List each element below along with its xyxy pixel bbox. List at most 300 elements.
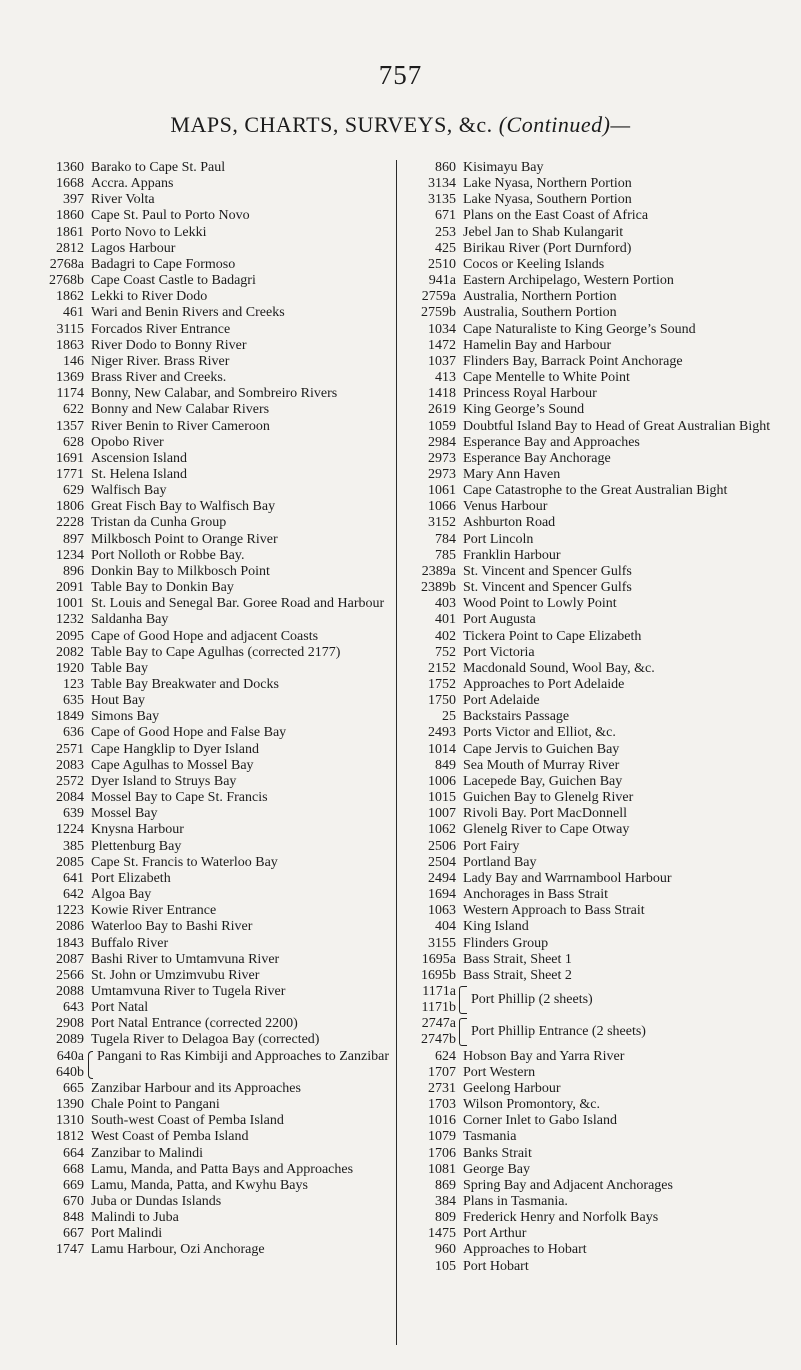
chart-number: 960 — [435, 1242, 456, 1258]
chart-number: 1771 — [56, 466, 84, 482]
chart-number: 622 — [63, 402, 84, 418]
chart-title: Mossel Bay to Cape St. Francis — [91, 790, 268, 806]
catalogue-entry — [408, 160, 774, 176]
chart-number: 670 — [63, 1194, 84, 1209]
chart-title: St. Louis and Senegal Bar. Goree Road and Harbour — [91, 596, 385, 612]
chart-number: 1014 — [428, 741, 456, 757]
catalogue-entry — [408, 839, 774, 855]
chart-number: 1360 — [56, 160, 84, 175]
chart-title: Ascension Island — [91, 450, 188, 466]
catalogue-entry — [408, 968, 774, 984]
right-column — [408, 160, 774, 1275]
chart-title: Port Malindi — [91, 1226, 163, 1242]
chart-number: 2768a — [49, 256, 84, 272]
chart-number: 643 — [63, 1000, 84, 1016]
chart-number: 636 — [63, 725, 84, 741]
chart-title: Kisimayu Bay — [463, 160, 544, 175]
chart-number: 1001 — [56, 596, 84, 612]
catalogue-entry — [408, 903, 774, 919]
chart-title: St. John or Umzimvubu River — [91, 967, 260, 983]
chart-number: 1232 — [56, 612, 84, 628]
catalogue-entry — [32, 596, 390, 612]
catalogue-entry — [32, 515, 390, 531]
chart-number: 896 — [63, 563, 84, 579]
chart-number: 1668 — [56, 176, 84, 192]
catalogue-entry — [408, 208, 774, 224]
chart-number: 639 — [63, 806, 84, 822]
chart-number: 1843 — [56, 935, 84, 951]
catalogue-entry — [32, 354, 390, 370]
chart-number: 1703 — [428, 1097, 456, 1113]
chart-number: 3115 — [56, 321, 84, 337]
catalogue-entry — [408, 451, 774, 467]
catalogue-entry — [32, 1016, 390, 1032]
catalogue-entry — [408, 532, 774, 548]
catalogue-entry — [32, 693, 390, 709]
catalogue-entry — [408, 677, 774, 693]
chart-title: Lady Bay and Warrnambool Harbour — [463, 870, 672, 886]
chart-title: Wari and Benin Rivers and Creeks — [91, 305, 285, 321]
chart-title: Port Victoria — [463, 644, 535, 660]
chart-title: Milkbosch Point to Orange River — [91, 531, 278, 547]
chart-number: 2087 — [56, 951, 84, 967]
chart-title: Approaches to Hobart — [463, 1242, 587, 1258]
catalogue-entry — [32, 774, 390, 790]
chart-number: 2504 — [428, 854, 456, 870]
chart-number: 3152 — [428, 515, 456, 531]
catalogue-entry — [408, 515, 774, 531]
catalogue-entry — [408, 1097, 774, 1113]
chart-number: 2091 — [56, 580, 84, 596]
catalogue-entry — [32, 839, 390, 855]
chart-number: 1006 — [428, 773, 456, 789]
chart-title: Table Bay to Donkin Bay — [91, 580, 234, 596]
catalogue-entry — [408, 499, 774, 515]
chart-number: 629 — [63, 483, 84, 499]
catalogue-entry — [32, 241, 390, 257]
catalogue-entry — [408, 225, 774, 241]
chart-title: Port Arthur — [463, 1226, 527, 1242]
chart-number: 1079 — [428, 1129, 456, 1145]
chart-title: Port Phillip Entrance (2 sheets) — [471, 1024, 646, 1040]
chart-number: 1174 — [56, 386, 84, 402]
chart-title: Flinders Group — [463, 935, 549, 951]
catalogue-entry — [408, 289, 774, 305]
chart-number: 1695a — [421, 951, 456, 967]
chart-title: Anchorages in Bass Strait — [463, 887, 609, 903]
catalogue-entry — [408, 402, 774, 418]
chart-title: Mossel Bay — [91, 806, 158, 822]
catalogue-entry — [32, 968, 390, 984]
catalogue-entry — [32, 548, 390, 564]
heading-main: MAPS, CHARTS, SURVEYS, &c. — [170, 112, 493, 137]
chart-title: Cape St. Francis to Waterloo Bay — [91, 854, 278, 870]
chart-title: Port Elizabeth — [91, 870, 171, 886]
catalogue-entry — [408, 1242, 774, 1258]
chart-number: 941a — [428, 273, 456, 289]
chart-number: 1695b — [421, 967, 456, 983]
chart-number: 2984 — [428, 434, 456, 450]
catalogue-entry — [32, 1226, 390, 1242]
grouped-entry — [408, 1016, 774, 1048]
catalogue-entry — [32, 806, 390, 822]
chart-number: 640b — [56, 1064, 84, 1080]
chart-number: 1747 — [56, 1242, 84, 1258]
chart-title: Ashburton Road — [463, 515, 556, 531]
chart-title: Approaches to Port Adelaide — [463, 677, 625, 692]
chart-title: Geelong Harbour — [463, 1080, 561, 1096]
chart-number: 2082 — [56, 644, 84, 660]
catalogue-entry — [32, 645, 390, 661]
chart-title: Cape of Good Hope and False Bay — [91, 725, 287, 741]
catalogue-entry — [32, 1113, 390, 1129]
brace-mark — [459, 1018, 467, 1046]
catalogue-entry — [32, 758, 390, 774]
catalogue-entry — [32, 499, 390, 515]
chart-number: 2571 — [56, 741, 84, 757]
catalogue-entry — [408, 1178, 774, 1194]
catalogue-entry — [32, 1129, 390, 1145]
chart-number: 1369 — [56, 370, 84, 386]
chart-number: 1234 — [56, 547, 84, 563]
chart-title: Plettenburg Bay — [91, 838, 182, 854]
chart-number: 897 — [63, 531, 84, 547]
catalogue-entry — [32, 467, 390, 483]
chart-title: Lekki to River Dodo — [91, 289, 208, 305]
chart-number: 402 — [435, 628, 456, 644]
grouped-entry — [408, 984, 774, 1016]
catalogue-entry — [408, 419, 774, 435]
chart-number: 2506 — [428, 838, 456, 854]
chart-title: Corner Inlet to Gabo Island — [463, 1113, 617, 1129]
heading-continued: (Continued)— — [498, 112, 631, 137]
chart-number: 1015 — [428, 790, 456, 806]
section-heading — [0, 112, 801, 138]
chart-number: 2973 — [428, 466, 456, 482]
catalogue-entry — [32, 402, 390, 418]
catalogue-entry — [32, 435, 390, 451]
catalogue-entry — [32, 1081, 390, 1097]
catalogue-entry — [32, 1194, 390, 1210]
chart-title: Hamelin Bay and Harbour — [463, 337, 612, 353]
chart-number: 2510 — [428, 256, 456, 272]
chart-number: 2572 — [56, 773, 84, 789]
chart-title: West Coast of Pemba Island — [91, 1129, 249, 1145]
chart-number: 624 — [435, 1048, 456, 1064]
chart-number: 1863 — [56, 337, 84, 353]
catalogue-entry — [408, 273, 774, 289]
chart-number: 2083 — [56, 757, 84, 773]
chart-title: Port Phillip (2 sheets) — [471, 992, 593, 1008]
catalogue-entry — [32, 1242, 390, 1258]
chart-number: 2619 — [428, 402, 456, 418]
chart-number: 669 — [63, 1177, 84, 1193]
chart-title: Tickera Point to Cape Elizabeth — [463, 628, 642, 644]
catalogue-entry — [408, 1259, 774, 1275]
catalogue-entry — [408, 1129, 774, 1145]
chart-title: Cape of Good Hope and adjacent Coasts — [91, 628, 319, 644]
catalogue-entry — [32, 629, 390, 645]
catalogue-entry — [408, 1226, 774, 1242]
chart-title: Chale Point to Pangani — [91, 1097, 220, 1113]
catalogue-entry — [408, 467, 774, 483]
catalogue-entry — [408, 952, 774, 968]
chart-number: 1310 — [56, 1113, 84, 1129]
chart-title: Mary Ann Haven — [463, 466, 561, 482]
chart-number: 1066 — [428, 499, 456, 515]
chart-number: 849 — [435, 757, 456, 773]
chart-number: 635 — [63, 693, 84, 709]
chart-number: 1081 — [428, 1161, 456, 1177]
chart-title: Bashi River to Umtamvuna River — [91, 951, 280, 967]
chart-title: Guichen Bay to Glenelg River — [463, 790, 634, 806]
chart-title: Princess Royal Harbour — [463, 386, 597, 402]
chart-title: Cape Agulhas to Mossel Bay — [91, 757, 254, 773]
chart-title: Donkin Bay to Milkbosch Point — [91, 563, 270, 579]
chart-number: 1223 — [56, 903, 84, 919]
catalogue-entry — [32, 1178, 390, 1194]
chart-number: 2389a — [421, 563, 456, 579]
catalogue-entry — [32, 338, 390, 354]
chart-number: 668 — [63, 1161, 84, 1177]
catalogue-entry — [32, 936, 390, 952]
chart-number: 413 — [435, 370, 456, 386]
catalogue-entry — [32, 419, 390, 435]
chart-title: Flinders Bay, Barrack Point Anchorage — [463, 353, 683, 369]
catalogue-entry — [32, 1162, 390, 1178]
chart-title: Zanzibar Harbour and its Approaches — [91, 1080, 301, 1096]
chart-title: Australia, Northern Portion — [463, 289, 617, 305]
chart-title: Barako to Cape St. Paul — [91, 160, 226, 175]
chart-number: 809 — [435, 1210, 456, 1226]
chart-number: 1061 — [428, 483, 456, 499]
chart-title: Hout Bay — [91, 693, 146, 709]
catalogue-entry — [32, 208, 390, 224]
chart-number: 1472 — [428, 337, 456, 353]
chart-title: Pangani to Ras Kimbiji and Approaches to Zanzibar — [97, 1048, 389, 1064]
chart-title: Tasmania — [463, 1129, 517, 1145]
chart-title: Cape Naturaliste to King George’s Sound — [463, 321, 696, 337]
catalogue-entry — [408, 742, 774, 758]
chart-title: Backstairs Passage — [463, 709, 570, 725]
catalogue-entry — [408, 822, 774, 838]
chart-number: 1418 — [428, 386, 456, 402]
chart-title: Accra. Appans — [91, 176, 174, 192]
chart-title: River Volta — [91, 192, 155, 208]
catalogue-entry — [408, 338, 774, 354]
chart-title: Venus Harbour — [463, 499, 548, 515]
catalogue-entry — [32, 725, 390, 741]
chart-title: Sea Mouth of Murray River — [463, 757, 620, 773]
chart-number: 1812 — [56, 1129, 84, 1145]
catalogue-entry — [408, 1081, 774, 1097]
chart-number: 397 — [63, 192, 84, 208]
chart-title: Cape Catastrophe to the Great Australian Bight — [463, 483, 728, 499]
catalogue-entry — [32, 176, 390, 192]
chart-title: Lagos Harbour — [91, 240, 176, 256]
catalogue-entry — [408, 548, 774, 564]
chart-number-group — [32, 1049, 88, 1081]
chart-number: 2085 — [56, 854, 84, 870]
chart-title: Brass River and Creeks. — [91, 370, 227, 386]
chart-number: 2086 — [56, 919, 84, 935]
catalogue-entry — [32, 386, 390, 402]
chart-title: Port Adelaide — [463, 693, 540, 709]
catalogue-entry — [408, 709, 774, 725]
catalogue-entry — [408, 758, 774, 774]
catalogue-entry — [408, 1049, 774, 1065]
catalogue-entry — [32, 709, 390, 725]
chart-title: Bass Strait, Sheet 2 — [463, 967, 572, 983]
chart-number: 2759b — [421, 305, 456, 321]
chart-number: 1016 — [428, 1113, 456, 1129]
chart-number: 2089 — [56, 1032, 84, 1048]
catalogue-entry — [32, 822, 390, 838]
chart-title: Simons Bay — [91, 709, 160, 725]
catalogue-entry — [32, 160, 390, 176]
chart-number: 384 — [435, 1194, 456, 1209]
chart-number: 2768b — [49, 273, 84, 289]
chart-number: 784 — [435, 531, 456, 547]
chart-title: Jebel Jan to Shab Kulangarit — [463, 224, 624, 240]
catalogue-entry — [32, 564, 390, 580]
chart-title: Ports Victor and Elliot, &c. — [463, 725, 616, 741]
catalogue-entry — [408, 580, 774, 596]
chart-title: Great Fisch Bay to Walfisch Bay — [91, 499, 276, 515]
chart-number: 1861 — [56, 224, 84, 240]
chart-number: 2747b — [421, 1032, 456, 1048]
chart-number: 1059 — [428, 418, 456, 434]
catalogue-entry — [32, 580, 390, 596]
chart-title: Port Hobart — [463, 1258, 529, 1274]
chart-title: Lake Nyasa, Northern Portion — [463, 176, 632, 192]
catalogue-entry — [408, 483, 774, 499]
chart-title: Cape Mentelle to White Point — [463, 370, 630, 386]
catalogue-entry — [408, 386, 774, 402]
chart-number: 1694 — [428, 887, 456, 903]
catalogue-entry — [32, 257, 390, 273]
catalogue-entry — [32, 1146, 390, 1162]
chart-number: 1920 — [56, 660, 84, 676]
chart-number: 3155 — [428, 935, 456, 951]
chart-number: 628 — [63, 434, 84, 450]
chart-title: King Island — [463, 919, 529, 935]
chart-number-group — [408, 984, 456, 1016]
chart-number: 785 — [435, 547, 456, 563]
catalogue-entry — [408, 806, 774, 822]
chart-title: Bonny and New Calabar Rivers — [91, 402, 270, 418]
catalogue-entry — [408, 192, 774, 208]
chart-title: Western Approach to Bass Strait — [463, 903, 645, 919]
chart-number: 2759a — [421, 289, 456, 305]
chart-title: Tugela River to Delagoa Bay (corrected) — [91, 1032, 320, 1048]
chart-number: 1390 — [56, 1097, 84, 1113]
chart-number: 1037 — [428, 353, 456, 369]
catalogue-entry — [408, 322, 774, 338]
page-number: 757 — [378, 60, 423, 90]
chart-title: Wilson Promontory, &c. — [463, 1097, 600, 1113]
chart-title: Cape St. Paul to Porto Novo — [91, 208, 250, 224]
chart-number: 671 — [435, 208, 456, 224]
chart-title: Niger River. Brass River — [91, 353, 230, 369]
chart-title: Lamu Harbour, Ozi Anchorage — [91, 1242, 265, 1258]
catalogue-entry — [32, 661, 390, 677]
chart-number: 1707 — [428, 1064, 456, 1080]
catalogue-entry — [408, 887, 774, 903]
catalogue-entry — [32, 370, 390, 386]
chart-title: Birikau River (Port Durnford) — [463, 240, 632, 256]
chart-title: Kowie River Entrance — [91, 903, 217, 919]
chart-number: 2088 — [56, 983, 84, 999]
catalogue-entry — [408, 596, 774, 612]
catalogue-entry — [408, 1210, 774, 1226]
catalogue-entry — [408, 919, 774, 935]
chart-title: Glenelg River to Cape Otway — [463, 822, 630, 838]
chart-title: Walfisch Bay — [91, 483, 167, 499]
catalogue-entry — [408, 257, 774, 273]
chart-title: Zanzibar to Malindi — [91, 1145, 203, 1161]
chart-number: 105 — [435, 1258, 456, 1274]
catalogue-entry — [32, 273, 390, 289]
chart-title: Cape Hangklip to Dyer Island — [91, 741, 259, 757]
chart-title: Port Augusta — [463, 612, 536, 628]
catalogue-entry — [32, 742, 390, 758]
left-column — [32, 160, 390, 1259]
chart-number: 860 — [435, 160, 456, 175]
chart-number: 1007 — [428, 806, 456, 822]
chart-number: 665 — [63, 1080, 84, 1096]
chart-title: Tristan da Cunha Group — [91, 515, 227, 531]
chart-title: Hobson Bay and Yarra River — [463, 1048, 625, 1064]
catalogue-entry — [32, 483, 390, 499]
chart-title: Lamu, Manda, Patta, and Kwyhu Bays — [91, 1177, 308, 1193]
grouped-entry — [32, 1049, 390, 1081]
chart-number: 1063 — [428, 903, 456, 919]
catalogue-entry — [408, 645, 774, 661]
chart-number: 1860 — [56, 208, 84, 224]
chart-number: 2389b — [421, 580, 456, 596]
chart-number: 3135 — [428, 192, 456, 208]
catalogue-entry — [32, 1210, 390, 1226]
chart-title: St. Vincent and Spencer Gulfs — [463, 580, 632, 596]
chart-number: 1691 — [56, 450, 84, 466]
catalogue-entry — [408, 564, 774, 580]
catalogue-entry — [32, 903, 390, 919]
chart-number: 385 — [63, 838, 84, 854]
catalogue-entry — [408, 629, 774, 645]
chart-title: River Dodo to Bonny River — [91, 337, 247, 353]
chart-title: Cape Coast Castle to Badagri — [91, 273, 256, 289]
chart-number: 2973 — [428, 450, 456, 466]
chart-title: Porto Novo to Lekki — [91, 224, 207, 240]
catalogue-entry — [32, 192, 390, 208]
chart-number: 848 — [63, 1210, 84, 1226]
catalogue-entry — [408, 790, 774, 806]
chart-title: Port Natal Entrance (corrected 2200) — [91, 1016, 298, 1032]
chart-title: Table Bay to Cape Agulhas (corrected 2177) — [91, 644, 341, 660]
chart-number: 2908 — [56, 1016, 84, 1032]
chart-title: King George’s Sound — [463, 402, 585, 418]
catalogue-entry — [32, 451, 390, 467]
chart-number: 404 — [435, 919, 456, 935]
chart-number: 1750 — [428, 693, 456, 709]
catalogue-entry — [408, 370, 774, 386]
catalogue-entry — [408, 725, 774, 741]
chart-number: 461 — [63, 305, 84, 321]
chart-title: Australia, Southern Portion — [463, 305, 617, 321]
chart-title: Esperance Bay and Approaches — [463, 434, 640, 450]
catalogue-entry — [408, 1065, 774, 1081]
